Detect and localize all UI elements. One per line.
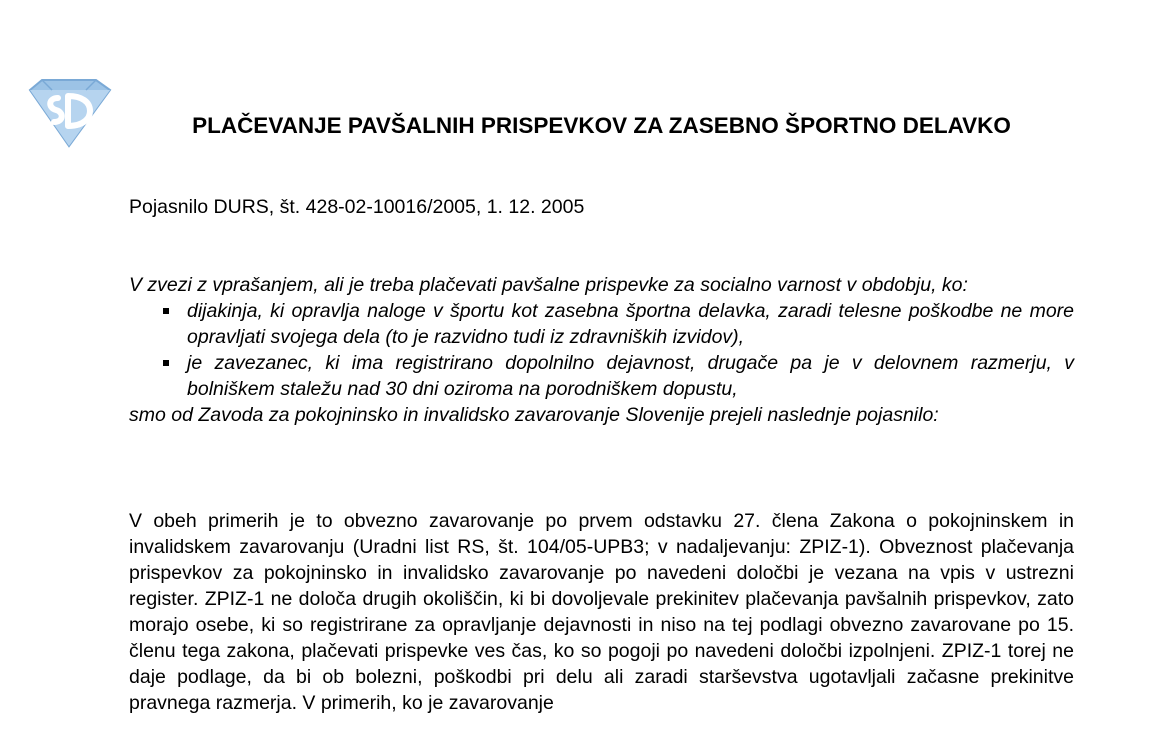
bullet-icon — [163, 360, 169, 366]
intro-closing-paragraph: smo od Zavoda za pokojninsko in invalidsko zavarovanje Slovenije prejeli naslednje pojasnilo: — [129, 404, 939, 426]
logo-icon — [26, 78, 112, 148]
intro-paragraph: V zvezi z vprašanjem, ali je treba plačevati pavšalne prispevke za socialno varnost v obdobju, ko: — [129, 274, 968, 296]
bullet-icon — [163, 308, 169, 314]
list-item — [187, 350, 1074, 402]
list-item — [187, 298, 1074, 350]
bullet-list — [129, 298, 1074, 402]
intro-section — [129, 272, 1074, 428]
body-paragraph: V obeh primerih je to obvezno zavarovanje po prvem odstavku 27. člena Zakona o pokojninskem in invalidskem zavarovanju (Uradni list RS, št. 104/05-UPB3; v nadaljevanju: ZPIZ-1). Obveznost plačevanja prispevkov za pokojninsko in invalidsko zavarovanje po navedeni določbi je vezana na vpis v ustrezni register. ZPIZ-1 ne določa drugih okoliščin, ki bi dovoljevale prekinitev plačevanja pavšalnih prispevkov, zato morajo osebe, ki so registrirane za opravljanje dejavnosti in niso na tej podlagi obvezno zavarovane po 15. členu tega zakona, plačevati prispevke ves čas, ko so pogoji po navedeni določbi izpolnjeni. ZPIZ-1 torej ne daje podlage, da bi ob bolezni, poškodbi pri delu ali zaradi starševstva ugotavljali začasne prekinitve pravnega razmerja. V primerih, ko je zavarovanje — [129, 510, 1074, 714]
document-reference: Pojasnilo DURS, št. 428-02-10016/2005, 1. 12. 2005 — [129, 196, 585, 218]
bullet-text: je zavezanec, ki ima registrirano dopolnilno dejavnost, drugače pa je v delovnem razmerju, v bolniškem staležu nad 30 dni oziroma na porodniškem dopustu, — [187, 352, 1074, 400]
bullet-text: dijakinja, ki opravlja naloge v športu kot zasebna športna delavka, zaradi telesne poškodbe ne more opravljati svojega dela (to je razvidno tudi iz zdravniških izvidov), — [187, 300, 1074, 348]
document-title: PLAČEVANJE PAVŠALNIH PRISPEVKOV ZA ZASEBNO ŠPORTNO DELAVKO — [192, 113, 1011, 138]
